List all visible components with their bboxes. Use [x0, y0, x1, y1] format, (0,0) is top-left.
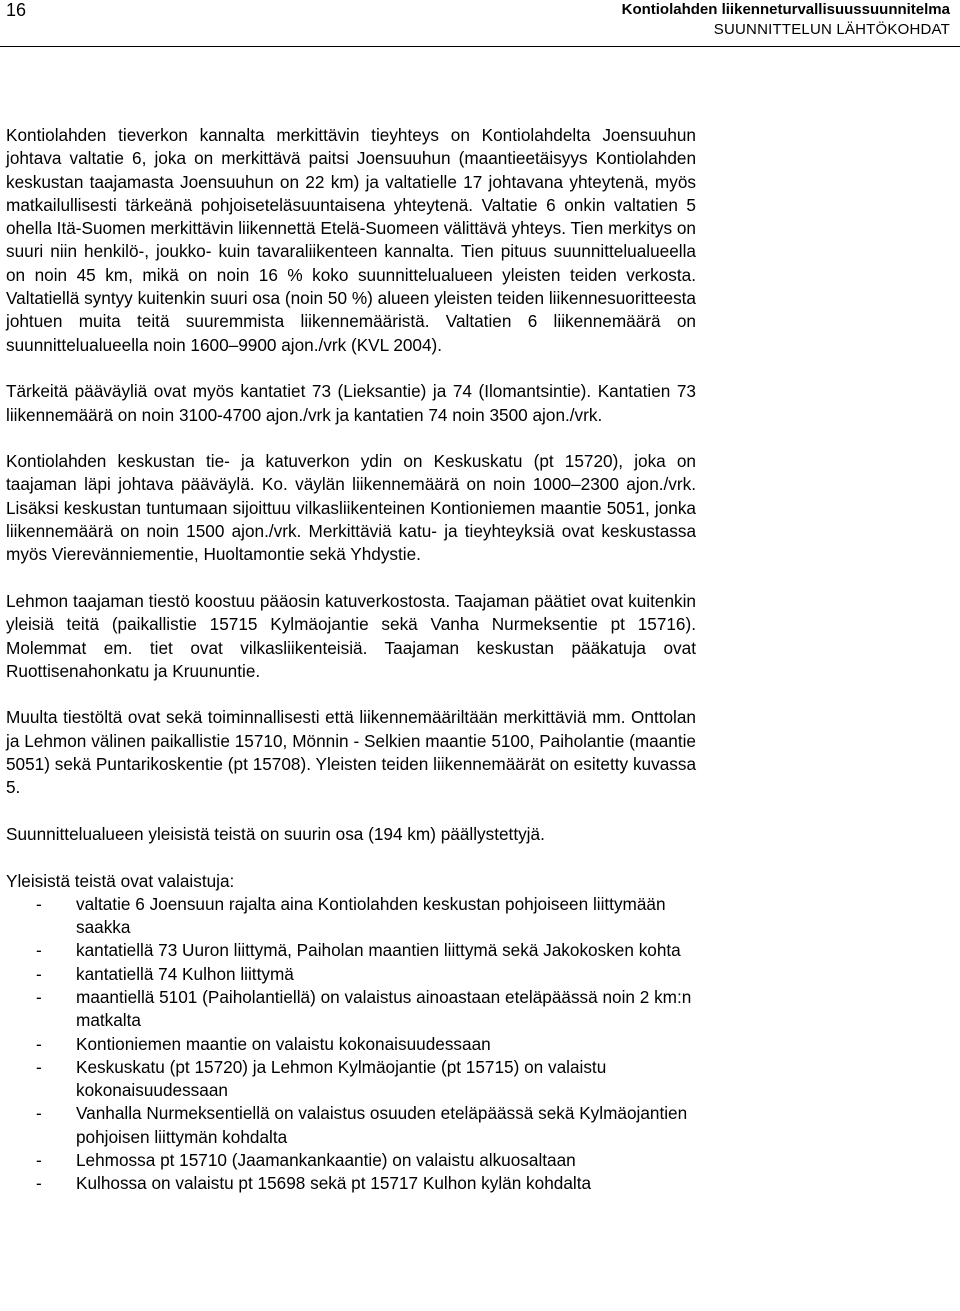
- list-item: [6, 986, 696, 1033]
- list-dash: -: [36, 1103, 42, 1124]
- list-item-text: maantiellä 5101 (Paiholantiellä) on valaistus ainoastaan eteläpäässä noin 2 km:n matkalta: [76, 986, 692, 1031]
- lighting-list: [6, 893, 696, 1196]
- header-divider: [0, 46, 960, 47]
- paragraph-paved-roads: Suunnittelualueen yleisistä teistä on suurin osa (194 km) päällystettyjä.: [6, 823, 545, 844]
- list-dash: -: [36, 1173, 42, 1194]
- list-item: [6, 1172, 696, 1195]
- list-item-text: Kulhossa on valaistu pt 15698 sekä pt 15717 Kulhon kylän kohdalta: [76, 1173, 592, 1194]
- paragraph-kantatiet: Tärkeitä pääväyliä ovat myös kantatiet 73 (Lieksantie) ja 74 (Ilomantsintie). Kantatien 73 liikennemäärä on noin 3100-4700 ajon./vrk ja kantatien 74 noin 3500 ajon./vrk.: [6, 381, 696, 425]
- list-dash: -: [36, 1150, 42, 1171]
- paragraph-other-roads: Muulta tiestöltä ovat sekä toiminnallisesti että liikennemääriltään merkittäviä mm. Onttolan ja Lehmon välinen paikallistie 15710, Mönnin - Selkien maantie 5100, Paiholantie (maantie 5051) sekä Puntarikoskentie (pt 15708). Yleisten teiden liikennemäärät on esitetty kuvassa 5.: [6, 707, 696, 798]
- page-number: 16: [6, 0, 27, 20]
- list-dash: -: [36, 963, 42, 984]
- paragraph-lighting-intro: Yleisistä teistä ovat valaistuja:: [6, 870, 235, 891]
- list-dash: -: [36, 893, 42, 914]
- paragraph-kontiolahti-centre: Kontiolahden keskustan tie- ja katuverkon ydin on Keskuskatu (pt 15720), joka on taajaman läpi johtava pääväylä. Ko. väylän liikennemäärä on noin 1000–2300 ajon./vrk. Lisäksi keskustan tuntumaan sijoittuu vilkasliikenteinen Kontioniemen maantie 5051, jonka liikennemäärä on noin 1500 ajon./vrk. Merkittäviä katu- ja tieyhteyksiä ovat keskustassa myös Vierevänniementie, Huoltamontie sekä Yhdystie.: [6, 451, 696, 565]
- list-item: [6, 1149, 696, 1172]
- running-header: [622, 0, 950, 40]
- list-item: [6, 1033, 696, 1056]
- list-item-text: kantatiellä 74 Kulhon liittymä: [76, 963, 294, 984]
- list-item-text: kantatiellä 73 Uuron liittymä, Paiholan maantien liittymä sekä Jakokosken kohta: [76, 940, 681, 961]
- list-item: [6, 963, 696, 986]
- section-title: SUUNNITTELUN LÄHTÖKOHDAT: [713, 21, 950, 38]
- list-dash: -: [36, 986, 42, 1007]
- list-item: [6, 1102, 696, 1149]
- document-title: Kontiolahden liikenneturvallisuussuunnitelma: [621, 1, 950, 18]
- paragraph-valtatie-6: Kontiolahden tieverkon kannalta merkittävin tieyhteys on Kontiolahdelta Joensuuhun johtava valtatie 6, joka on merkittävä paitsi Joensuuhun (maantieetäisyys Kontiolahden keskustan taajamasta Joensuuhun on 22 km) ja valtatielle 17 johtavana yhteytenä, myös matkailullisesti tärkeänä pohjoiseteläsuuntaisena yhteytenä. Valtatie 6 onkin valtatien 5 ohella Itä-Suomen merkittävin liikennettä Etelä-Suomeen välittävä yhteys. Tien merkitys on suuri niin henkilö-, joukko- kuin tavaraliikenteen kannalta. Tien pituus suunnittelualueella on noin 45 km, mikä on noin 16 % koko suunnittelualueen yleisten teiden verkosta. Valtatiellä syntyy kuitenkin suuri osa (noin 50 %) alueen yleisten teiden liikennesuoritteesta johtuen muita teitä suuremmista liikennemääristä. Valtatien 6 liikennemäärä on suunnittelualueella noin 1600–9900 ajon./vrk (KVL 2004).: [6, 125, 696, 355]
- list-item: [6, 1056, 696, 1103]
- list-item-text: Keskuskatu (pt 15720) ja Lehmon Kylmäojantie (pt 15715) on valaistu kokonaisuudessaan: [76, 1056, 607, 1101]
- body-text: [6, 124, 696, 1196]
- list-dash: -: [36, 940, 42, 961]
- list-item: [6, 893, 696, 940]
- list-item-text: Vanhalla Nurmeksentiellä on valaistus osuuden eteläpäässä sekä Kylmäojantien pohjoisen liittymän kohdalta: [76, 1103, 688, 1147]
- list-item-text: Lehmossa pt 15710 (Jaamankankaantie) on valaistu alkuosaltaan: [76, 1150, 576, 1171]
- list-item-text: Kontioniemen maantie on valaistu kokonaisuudessaan: [76, 1033, 491, 1054]
- list-item: [6, 939, 696, 962]
- list-item-text: valtatie 6 Joensuun rajalta aina Kontiolahden keskustan pohjoiseen liittymään saakka: [76, 893, 666, 938]
- list-dash: -: [36, 1033, 42, 1054]
- paragraph-lehmo: Lehmon taajaman tiestö koostuu pääosin katuverkostosta. Taajaman päätiet ovat kuitenkin yleisiä teitä (paikallistie 15715 Kylmäojantie sekä Vanha Nurmeksentie pt 15716). Molemmat em. tiet ovat vilkasliikenteisiä. Taajaman keskustan pääkatuja ovat Ruottisenahonkatu ja Kruununtie.: [6, 590, 696, 681]
- list-dash: -: [36, 1056, 42, 1077]
